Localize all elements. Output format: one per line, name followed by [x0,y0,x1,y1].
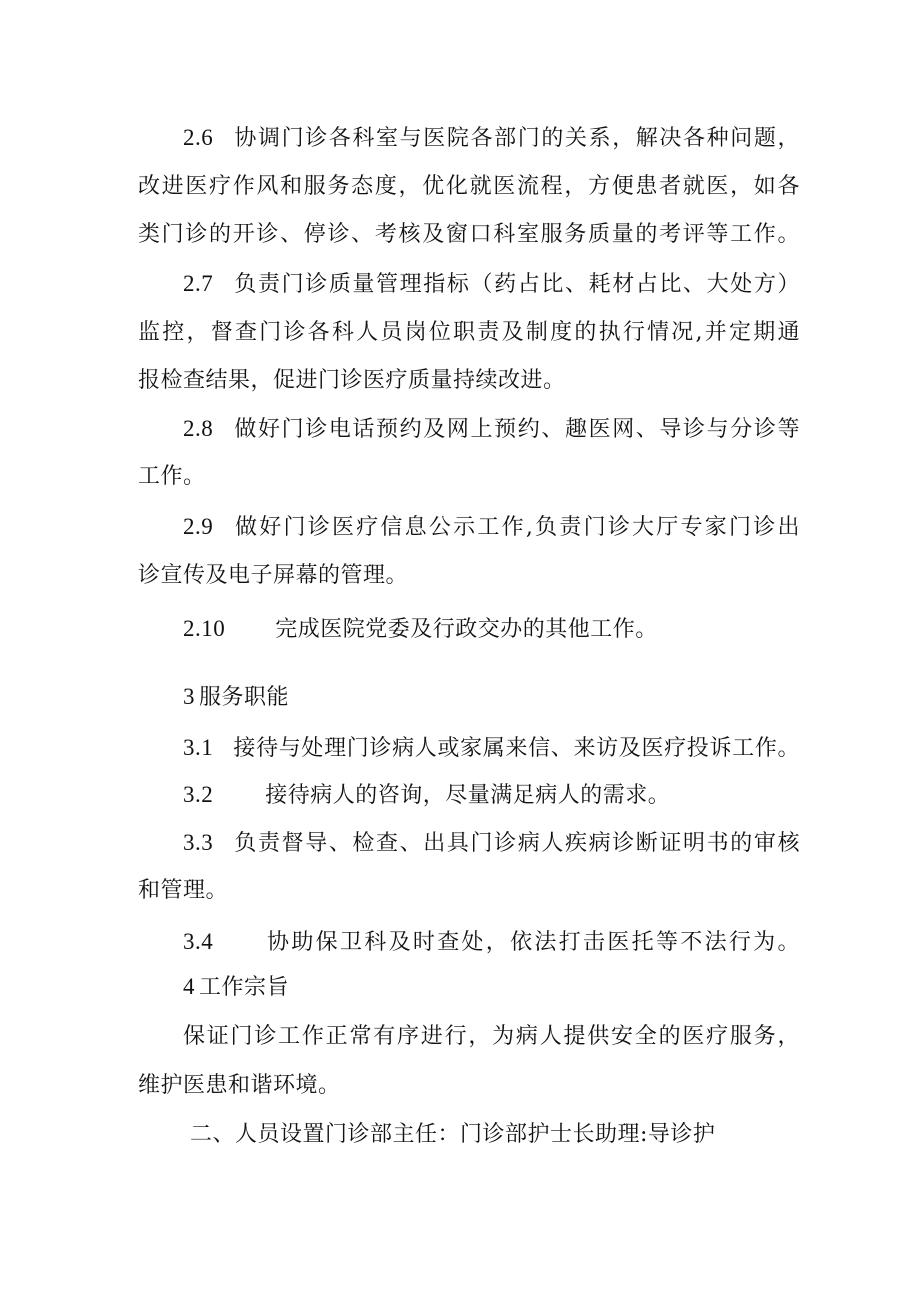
paragraph-2-6-line-1 [183,123,800,154]
paragraph-3-3-line-2: 和管理。 [138,878,229,903]
section-number: 3.2 [183,782,214,807]
paragraph-text: 协助保卫科及时查处，依法打击医托等不法行为。 [265,930,800,955]
paragraph-text: 负责门诊质量管理指标（药占比、耗材占比、大处方） [233,272,800,297]
paragraph-2-7-line-2: 监控，督查门诊各科人员岗位职责及制度的执行情况,并定期通 [138,320,800,345]
paragraph-text: 做好门诊电话预约及网上预约、趣医网、导诊与分诊等 [233,417,800,442]
paragraph-2-6-line-3: 类门诊的开诊、停诊、考核及窗口科室服务质量的考评等工作。 [138,222,800,247]
paragraph-2-10-line-1 [183,614,800,645]
section-heading-3 [183,682,800,713]
section-number: 3 [183,684,195,709]
paragraph-3-4-line-1 [183,927,800,958]
paragraph-2-6-line-2: 改进医疗作风和服务态度，优化就医流程，方便患者就医，如各 [138,174,800,199]
paragraph-4-line-1: 保证门诊工作正常有序进行，为病人提供安全的医疗服务， [183,1024,800,1049]
section-number: 4 [183,974,195,999]
paragraph-3-2-line-1 [183,780,800,811]
section-heading-4 [183,972,800,1003]
section-number: 3.3 [183,830,214,855]
section-number: 3.1 [183,735,214,760]
paragraph-text: 完成医院党委及行政交办的其他工作。 [275,617,658,642]
section-number: 2.8 [183,416,214,441]
paragraph-2-9-line-2: 诊宣传及电子屏幕的管理。 [138,563,409,588]
paragraph-text: 协调门诊各科室与医院各部门的关系，解决各种问题， [233,126,800,151]
section-number: 2.6 [183,125,214,150]
paragraph-2-9-line-1 [183,512,800,543]
paragraph-text: 接待病人的咨询，尽量满足病人的需求。 [265,783,671,808]
section-heading-text: 服务职能 [199,685,290,710]
section-number: 2.9 [183,514,214,539]
paragraph-2-8-line-2: 工作。 [138,464,206,489]
paragraph-staffing-line-1: 二、人员设置门诊部主任：门诊部护士长助理:导诊护 [190,1122,716,1147]
paragraph-text: 接待与处理门诊病人或家属来信、来访及医疗投诉工作。 [233,736,800,761]
section-heading-text: 工作宗旨 [199,975,290,1000]
section-number: 3.4 [183,929,214,954]
paragraph-3-1-line-1 [183,733,800,764]
paragraph-2-7-line-1 [183,269,800,300]
section-number: 2.7 [183,271,214,296]
paragraph-4-line-2: 维护医患和谐环境。 [138,1073,341,1098]
paragraph-3-3-line-1 [183,828,800,859]
paragraph-2-8-line-1 [183,414,800,445]
section-number: 2.10 [183,616,226,641]
paragraph-text: 负责督导、检查、出具门诊病人疾病诊断证明书的审核 [233,831,800,856]
paragraph-2-7-line-3: 报检查结果，促进门诊医疗质量持续改进。 [138,368,566,393]
paragraph-text: 做好门诊医疗信息公示工作,负责门诊大厅专家门诊出 [233,515,800,540]
